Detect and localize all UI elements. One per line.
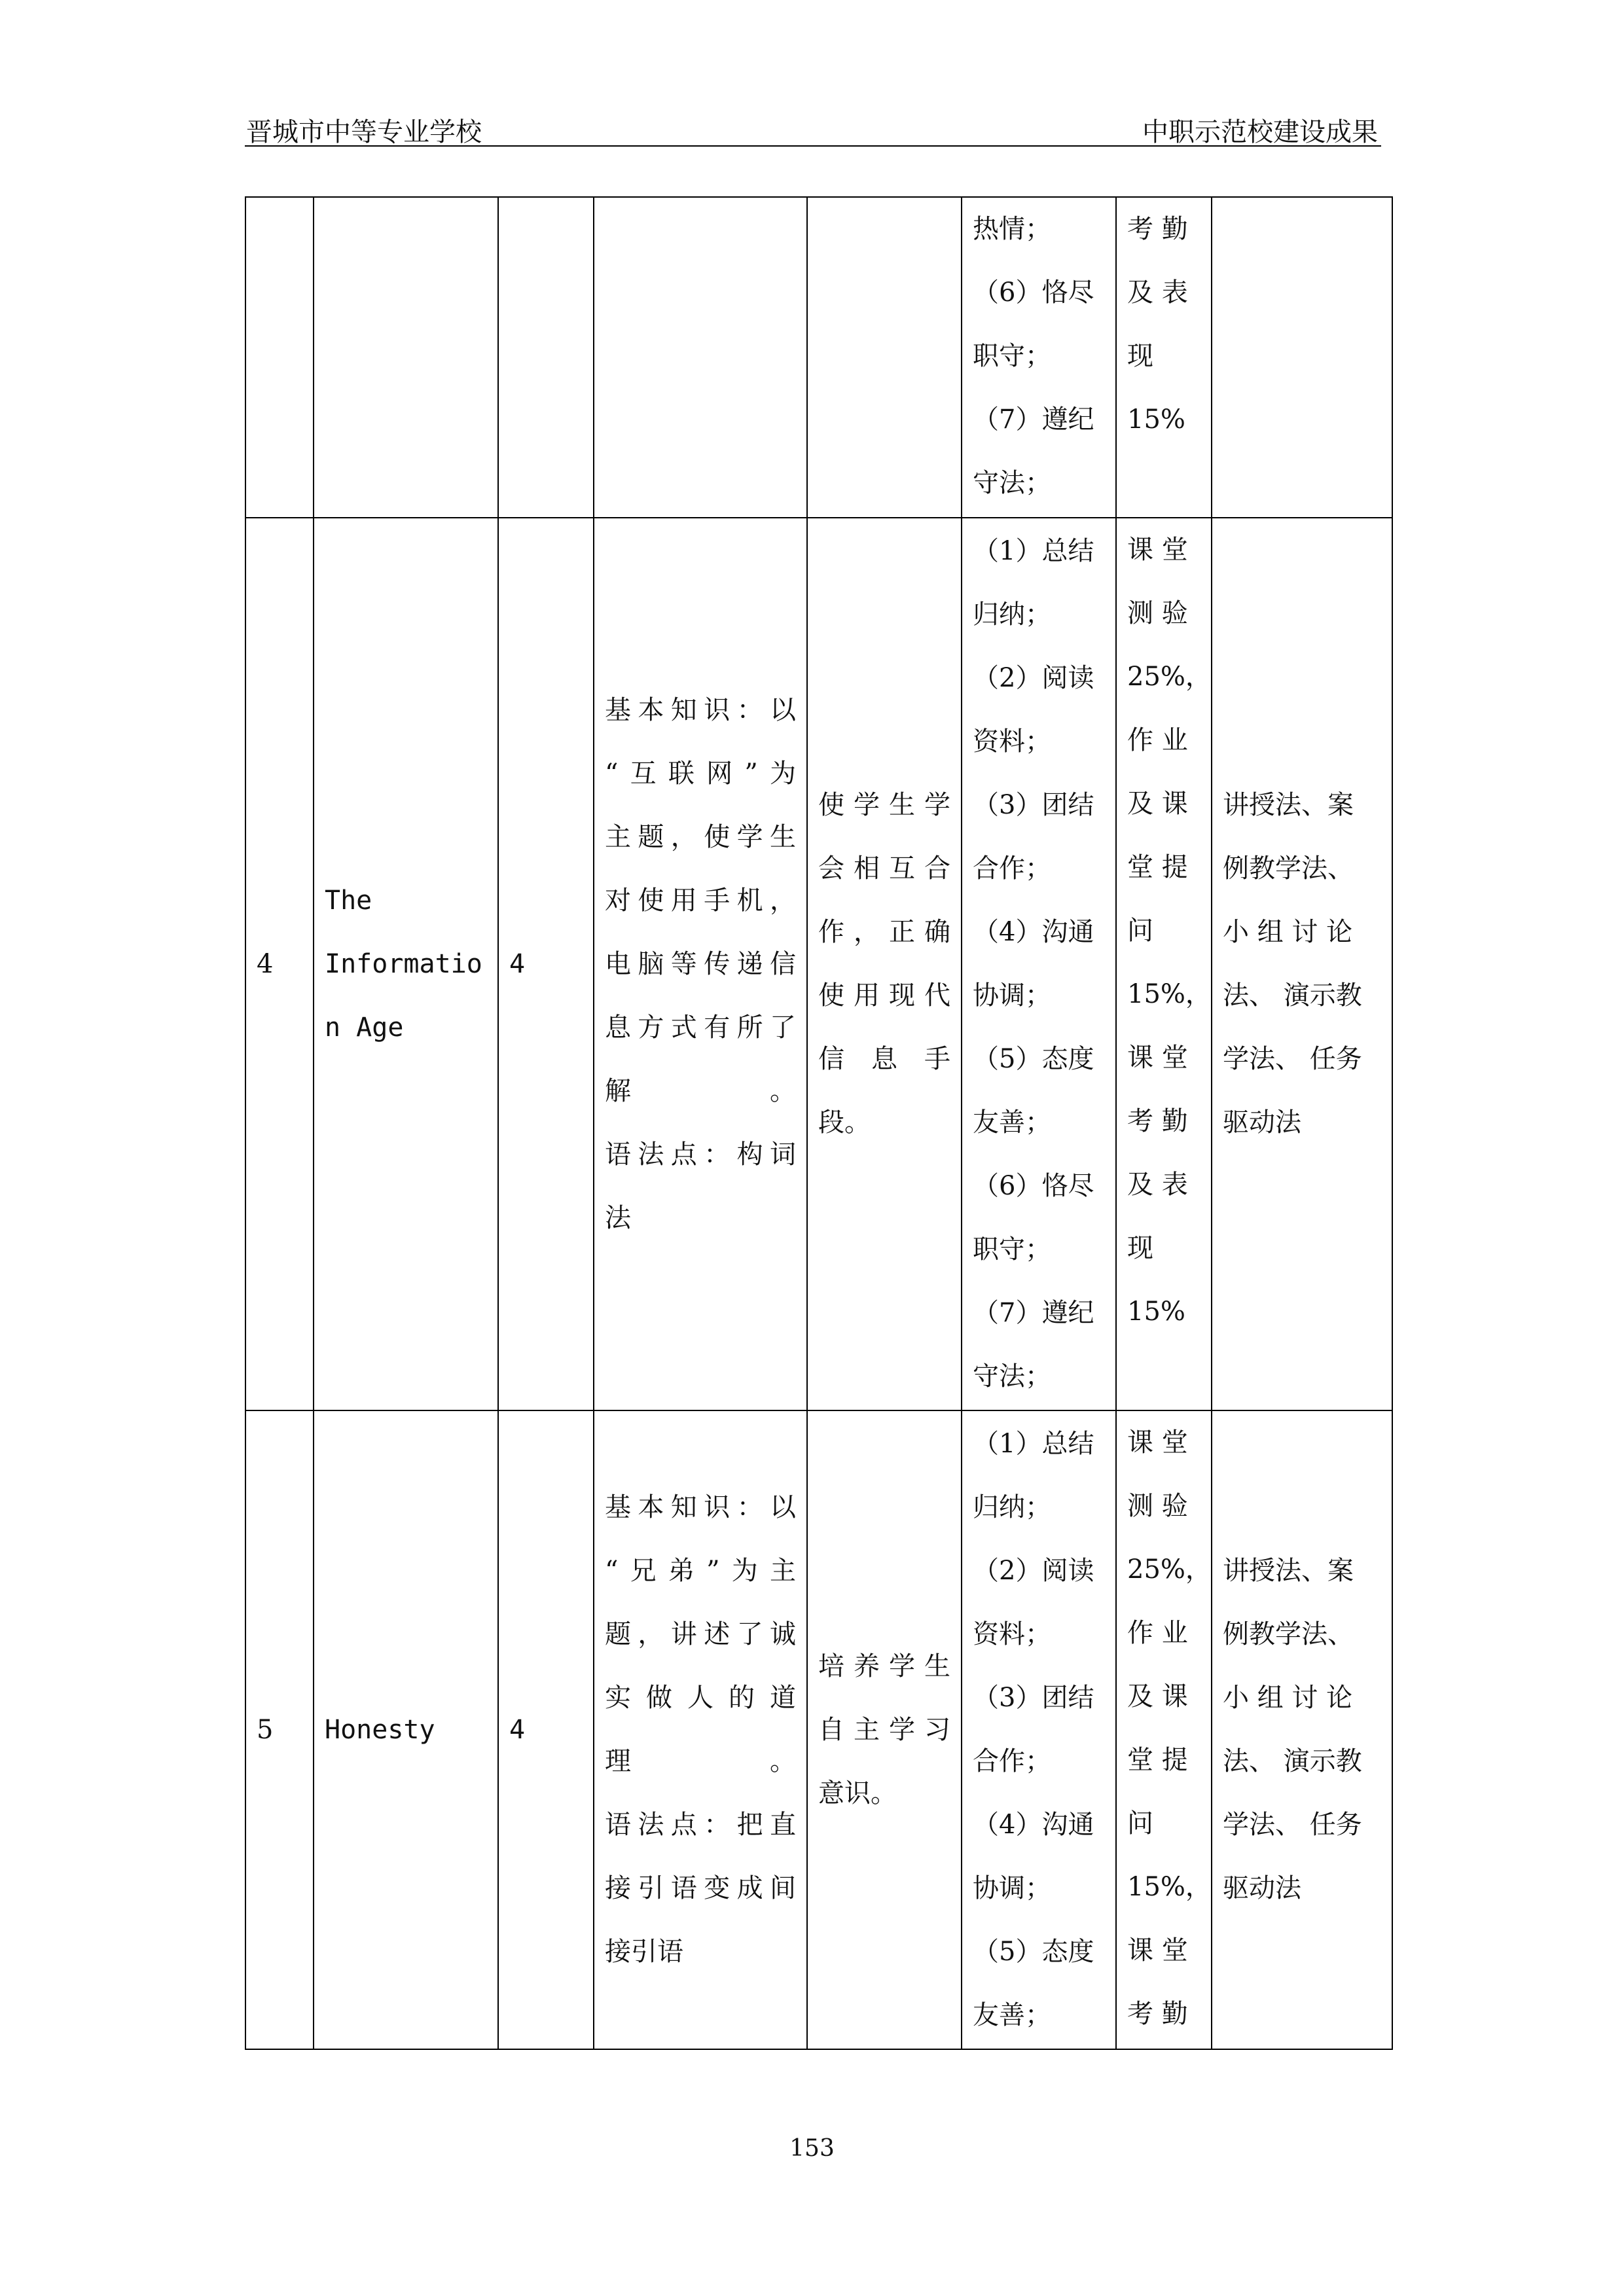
cell-line: n Age bbox=[325, 1012, 404, 1043]
cell-line: 热情； bbox=[973, 214, 1051, 244]
cell-content-lines bbox=[605, 1476, 796, 1984]
cell-title-lines bbox=[325, 1698, 487, 1762]
table-row bbox=[245, 518, 1392, 1410]
cell-line: 及 课 bbox=[1127, 1681, 1188, 1712]
cell-hours bbox=[498, 518, 594, 1410]
cell-number-text: 4 bbox=[257, 948, 274, 979]
cell-content bbox=[594, 197, 807, 518]
cell-line: 会相互合 bbox=[818, 853, 950, 884]
cell-line: 协调； bbox=[973, 1873, 1051, 1903]
table-row bbox=[245, 1410, 1392, 2049]
cell-number bbox=[245, 1410, 314, 2049]
cell-line: 15% bbox=[1127, 1297, 1185, 1327]
cell-line: “兄弟”为主 bbox=[605, 1556, 796, 1586]
cell-line: （4）沟通 bbox=[973, 1810, 1094, 1840]
cell-qualities-lines bbox=[973, 520, 1105, 1408]
cell-goal-lines bbox=[818, 1635, 950, 1825]
cell-line: （1）总结 bbox=[973, 536, 1094, 566]
cell-line: 考 勤 bbox=[1127, 214, 1188, 244]
cell-qualities bbox=[962, 518, 1116, 1410]
cell-title bbox=[314, 1410, 498, 2049]
course-table bbox=[245, 196, 1393, 2050]
cell-title-lines bbox=[325, 869, 487, 1060]
cell-goal bbox=[807, 518, 962, 1410]
cell-line: 课 堂 bbox=[1127, 535, 1188, 565]
cell-line: 基本知识：以 bbox=[605, 694, 796, 725]
cell-line: 25%， bbox=[1127, 662, 1212, 692]
cell-line: 作 业 bbox=[1127, 725, 1188, 755]
header-school-name: 晋城市中等专业学校 bbox=[246, 117, 482, 147]
cell-line: 驱动法 bbox=[1223, 1873, 1301, 1903]
cell-assessment-lines bbox=[1127, 1411, 1212, 2046]
cell-line: 及 表 bbox=[1127, 1170, 1188, 1200]
cell-method-lines bbox=[1223, 1539, 1381, 1920]
cell-line: （6）恪尽 bbox=[973, 278, 1094, 308]
cell-qualities-lines bbox=[973, 198, 1105, 515]
cell-line: （6）恪尽 bbox=[973, 1171, 1094, 1201]
cell-method bbox=[1212, 1410, 1392, 2049]
cell-line: （3）团结 bbox=[973, 1683, 1094, 1713]
cell-line: 学法、 任务 bbox=[1223, 1044, 1362, 1074]
cell-method bbox=[1212, 518, 1392, 1410]
cell-line: 主题，使学生 bbox=[605, 821, 796, 852]
cell-line: 接引语 bbox=[605, 1937, 683, 1967]
cell-line: 学法、 任务 bbox=[1223, 1810, 1362, 1840]
cell-line: （4）沟通 bbox=[973, 917, 1094, 947]
cell-line: 课 堂 bbox=[1127, 1043, 1188, 1073]
cell-line: 法 bbox=[605, 1202, 631, 1233]
cell-line: 使学生学 bbox=[818, 790, 950, 820]
cell-line: 课 堂 bbox=[1127, 1427, 1188, 1458]
table-row bbox=[245, 197, 1392, 518]
cell-line: 例教学法、 bbox=[1223, 853, 1354, 884]
cell-line: 小 组 讨 论 bbox=[1223, 917, 1353, 947]
cell-line: 信 息 手 bbox=[818, 1044, 950, 1074]
cell-line: 测 验 bbox=[1127, 1491, 1188, 1521]
cell-line: 段。 bbox=[818, 1107, 871, 1138]
cell-line: Honesty bbox=[325, 1714, 435, 1745]
cell-line: 意识。 bbox=[818, 1778, 897, 1808]
cell-line: 语法点：把直 bbox=[605, 1810, 796, 1840]
cell-line: 自主学习 bbox=[818, 1714, 950, 1745]
cell-line: 协调； bbox=[973, 980, 1051, 1011]
cell-line: The bbox=[325, 885, 372, 916]
cell-number bbox=[245, 197, 314, 518]
cell-line: （7）遵纪 bbox=[973, 1298, 1094, 1328]
cell-line: 讲授法、案 bbox=[1223, 1556, 1354, 1586]
cell-line: 法、 演示教 bbox=[1223, 980, 1362, 1011]
cell-line: 及 表 bbox=[1127, 278, 1188, 308]
cell-content-lines bbox=[605, 679, 796, 1250]
cell-qualities bbox=[962, 197, 1116, 518]
cell-line: 友善； bbox=[973, 2000, 1051, 2030]
cell-line: 法、 演示教 bbox=[1223, 1746, 1362, 1776]
cell-line: 实 做 人 的 道 bbox=[605, 1683, 796, 1713]
cell-line: 现 bbox=[1127, 1233, 1153, 1263]
cell-line: 考 勤 bbox=[1127, 1106, 1188, 1136]
cell-line: 培养学生 bbox=[818, 1651, 950, 1681]
cell-line: 小 组 讨 论 bbox=[1223, 1683, 1353, 1713]
cell-line: 使用现代 bbox=[818, 980, 950, 1011]
cell-hours-text: 4 bbox=[509, 1714, 526, 1745]
cell-line: 作，正确 bbox=[818, 917, 950, 947]
cell-title bbox=[314, 518, 498, 1410]
cell-line: 讲授法、案 bbox=[1223, 790, 1354, 820]
cell-content bbox=[594, 518, 807, 1410]
cell-line: 资料； bbox=[973, 1619, 1051, 1649]
cell-line: 归纳； bbox=[973, 600, 1051, 630]
cell-goal-lines bbox=[818, 774, 950, 1155]
cell-line: 15% bbox=[1127, 404, 1185, 435]
cell-line: 合作； bbox=[973, 1746, 1051, 1776]
cell-line: 考 勤 bbox=[1127, 1999, 1188, 2029]
cell-line: 堂 提 bbox=[1127, 1745, 1188, 1775]
cell-line: 问 bbox=[1127, 1808, 1153, 1839]
cell-line: 驱动法 bbox=[1223, 1107, 1301, 1138]
table-body bbox=[245, 197, 1392, 2049]
cell-line: （2）阅读 bbox=[973, 1556, 1094, 1586]
cell-goal bbox=[807, 197, 962, 518]
cell-assessment bbox=[1116, 197, 1212, 518]
cell-assessment-lines bbox=[1127, 518, 1212, 1344]
cell-line: 25%， bbox=[1127, 1554, 1212, 1585]
page-number: 153 bbox=[789, 2135, 835, 2162]
cell-line: Informatio bbox=[325, 948, 482, 979]
cell-line: 堂 提 bbox=[1127, 852, 1188, 882]
cell-line: （2）阅读 bbox=[973, 663, 1094, 693]
cell-line: 对使用手机， bbox=[605, 885, 796, 916]
cell-line: 问 bbox=[1127, 916, 1153, 946]
cell-line: （5）态度 bbox=[973, 1937, 1094, 1967]
cell-line: 解。 bbox=[605, 1075, 796, 1106]
cell-assessment bbox=[1116, 1410, 1212, 2049]
cell-content bbox=[594, 1410, 807, 2049]
cell-line: 理。 bbox=[605, 1746, 796, 1776]
cell-line: 语法点：构词 bbox=[605, 1139, 796, 1170]
cell-number-text: 5 bbox=[257, 1714, 274, 1745]
cell-line: 职守； bbox=[973, 341, 1051, 371]
header-doc-title: 中职示范校建设成果 bbox=[1142, 117, 1378, 147]
cell-line: 现 bbox=[1127, 341, 1153, 371]
cell-line: 守法； bbox=[973, 1361, 1051, 1391]
cell-number bbox=[245, 518, 314, 1410]
header-rule bbox=[245, 145, 1381, 147]
cell-line: “互联网”为 bbox=[605, 758, 796, 789]
cell-hours bbox=[498, 197, 594, 518]
cell-line: 职守； bbox=[973, 1234, 1051, 1265]
cell-line: 电脑等传递信 bbox=[605, 948, 796, 979]
cell-line: （1）总结 bbox=[973, 1429, 1094, 1459]
cell-line: （3）团结 bbox=[973, 790, 1094, 820]
cell-line: （7）遵纪 bbox=[973, 404, 1094, 435]
cell-line: 题，讲述了诚 bbox=[605, 1619, 796, 1649]
cell-line: 资料； bbox=[973, 726, 1051, 757]
cell-line: 及 课 bbox=[1127, 789, 1188, 819]
cell-line: 15%， bbox=[1127, 1872, 1212, 1902]
cell-method-lines bbox=[1223, 774, 1381, 1155]
cell-line: 15%， bbox=[1127, 979, 1212, 1009]
cell-line: 基本知识：以 bbox=[605, 1492, 796, 1522]
cell-line: 友善； bbox=[973, 1107, 1051, 1138]
cell-qualities-lines bbox=[973, 1412, 1105, 2047]
cell-title bbox=[314, 197, 498, 518]
cell-line: （5）态度 bbox=[973, 1044, 1094, 1074]
cell-assessment-lines bbox=[1127, 198, 1200, 452]
cell-line: 课 堂 bbox=[1127, 1935, 1188, 1965]
cell-line: 接引语变成间 bbox=[605, 1873, 796, 1903]
cell-line: 归纳； bbox=[973, 1492, 1051, 1522]
cell-line: 息方式有所了 bbox=[605, 1012, 796, 1043]
cell-qualities bbox=[962, 1410, 1116, 2049]
cell-hours-text: 4 bbox=[509, 948, 526, 979]
cell-line: 例教学法、 bbox=[1223, 1619, 1354, 1649]
cell-line: 守法； bbox=[973, 468, 1051, 498]
cell-line: 合作； bbox=[973, 853, 1051, 884]
cell-line: 测 验 bbox=[1127, 598, 1188, 628]
cell-assessment bbox=[1116, 518, 1212, 1410]
cell-goal bbox=[807, 1410, 962, 2049]
cell-line: 作 业 bbox=[1127, 1618, 1188, 1648]
cell-hours bbox=[498, 1410, 594, 2049]
cell-method bbox=[1212, 197, 1392, 518]
